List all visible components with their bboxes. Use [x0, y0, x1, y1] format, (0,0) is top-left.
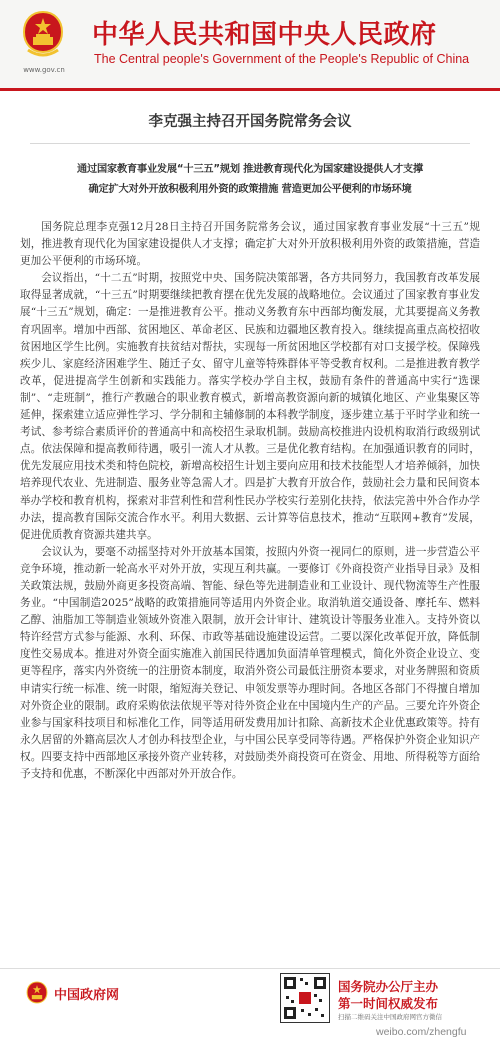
article-title: 李克强主持召开国务院常务会议	[148, 114, 352, 130]
article-paragraph: 会议指出，“十二五”时期，按照党中央、国务院决策部署，各方共同努力，我国教育改革发展取得显著成就，“十三五”时期要继续把教育摆在优先发展的战略地位。会议通过了国家教育事业发展“十三五”规划，确定：一是推进教育公平。推动义务教育东中西部均衡发展，尤其要提高义务教育巩固率。增加中西部、贫困地区、革命老区、民族和边疆地区教育投入。继续提高重点高校招收贫困地区学生比例。实施教育扶贫结对帮扶，实现每一所贫困地区学校都有对口支援学校。保障残疾少儿、家庭经济困难学生、随迁子女、留守儿童等特殊群体平等受教育权利。二是推进教育教学改革，促进提高学生创新和实践能力。落实学校办学自主权，鼓励有条件的普通高中实行“选课制”、“走班制”，推行产教融合的职业教育模式，新增高教资源向新的城镇化地区、产业集聚区等延伸，探索建立适应弹性学习、学分制和主辅修制的本科教学制度，逐步建立基于平时学业和统一考试、参考综合素质评价的普通高中和高校招生录取机制。鼓励高校推进内设机构取消行政级别试点。依法保障和提高教师待遇，吸引一流人才从教。三是优化教育结构。在加强通识教育的同时，优先发展应用技术类和特色院校，新增高校招生计划主要向应用和技术技能型人才培养倾斜，加快培养现代农业、先进制造、服务业等急需人才。四是扩大教育开放合作，鼓励社会力量和民间资本举办学校和教育机构，探索对非营利性和营利性民办学校实行差别化扶持，依法完善中外合作办学办法，提高教育国际交流合作水平。利用大数据、云计算等信息技术，推动“互联网+教育”发展，促进优质教育资源共建共享。	[20, 272, 480, 541]
qr-code-icon	[280, 973, 330, 1023]
national-emblem-icon	[22, 10, 64, 60]
footer-logo-text: 中国政府网	[54, 988, 120, 1003]
site-title-cn: 中华人民共和国中央人民政府	[92, 20, 437, 50]
footer-divider	[0, 968, 500, 969]
article-subtitle-line2: 确定扩大对外开放积极利用外资的政策措施 营造更加公平便利的市场环境	[88, 184, 412, 195]
header-divider	[0, 88, 500, 91]
footer-emblem-icon	[26, 981, 48, 1007]
footer-qr-caption: 扫描二维码关注中国政府网官方微信	[338, 1013, 442, 1021]
footer-slogan-line1: 国务院办公厅主办	[338, 979, 439, 994]
weibo-watermark: weibo.com/zhengfu	[376, 1026, 467, 1038]
site-url: www.gov.cn	[23, 66, 65, 74]
article-subtitle-line1: 通过国家教育事业发展“十三五”规划 推进教育现代化为国家建设提供人才支撑	[77, 164, 423, 175]
site-title-en: The Central people's Government of the People's Republic of China	[94, 52, 470, 66]
site-header	[0, 0, 500, 88]
footer-slogan-line2: 第一时间权威发布	[338, 996, 439, 1011]
article-body	[20, 219, 480, 783]
article-paragraph: 会议认为，要毫不动摇坚持对外开放基本国策，按照内外资一视同仁的原则，进一步营造公平竞争环境，推动新一轮高水平对外开放，实现互利共赢。一要修订《外商投资产业指导目录》及相关政策法规，鼓励外商更多投资高端、智能、绿色等先进制造业和工业设计、现代物流等生产性服务业。“中国制造2025”战略的政策措施同等适用内外资企业。取消轨道交通设备、摩托车、燃料乙醇、油脂加工等制造业领域外资准入限制，放开会计审计、建筑设计等服务业准入。支持外资以特许经营方式参与能源、水利、环保、市政等基础设施建设运营。二要以深化改革促开放，降低制度性交易成本。推进对外资全面实施准入前国民待遇加负面清单管理模式，简化外资企业设立、变更等程序，落实内外资统一的注册资本制度，取消外资公司最低注册资本要求，对业务牌照和资质申请实行统一标准、统一时限，缩短海关登记、申领发票等办理时间。各地区各部门不得擅自增加对外资企业的限制。政府采购依法依规平等对待外资企业在中国境内生产的产品。三要允许外资企业参与国家科技项目和标准化工作，同等适用研发费用加计扣除、高新技术企业优惠政策等。持有永久居留的外籍高层次人才创办科技型企业，与中国公民享受同等待遇。严格保护外资企业知识产权。四要支持中西部地区承接外资产业转移，对鼓励类外商投资可在资金、用地、所得税等方面给予支持和优惠，不断深化中西部对外开放合作。	[20, 545, 480, 780]
article-paragraph: 国务院总理李克强12月28日主持召开国务院常务会议，通过国家教育事业发展“十三五”规划，推进教育现代化为国家建设提供人才支撑；确定扩大对外开放积极利用外资的政策措施，营造更加公平便利的市场环境。	[20, 221, 480, 268]
title-divider	[30, 143, 470, 144]
